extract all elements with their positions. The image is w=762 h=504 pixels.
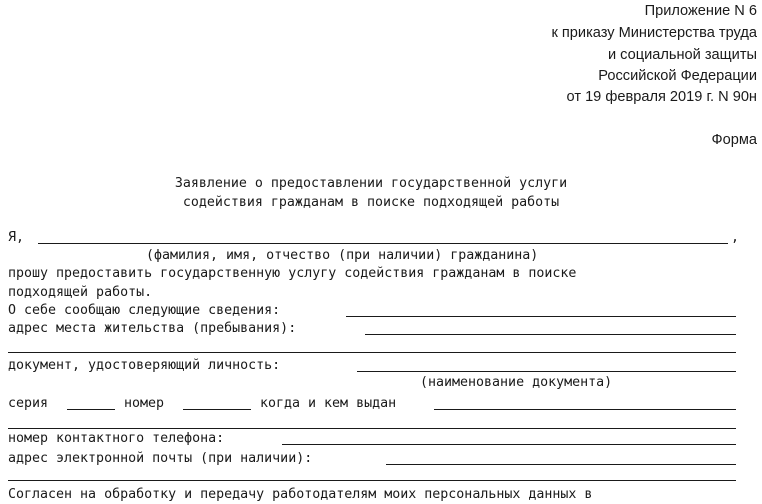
order-federation-line: Российской Федерации	[598, 68, 757, 84]
fio-comma: ,	[731, 230, 740, 245]
issued-field[interactable]	[434, 409, 736, 410]
order-ministry-line: к приказу Министерства труда	[551, 25, 757, 41]
form-label: Форма	[711, 132, 757, 148]
request-text-line1: прошу предоставить государственную услугу содействия гражданам в поиске	[8, 266, 577, 281]
email-field-continuation[interactable]	[8, 480, 736, 481]
order-date-line: от 19 февраля 2019 г. N 90н	[566, 89, 757, 105]
document-title-line1: Заявление о предоставлении государственной услуги	[174, 176, 568, 191]
address-label: адрес места жительства (пребывания):	[8, 321, 297, 336]
email-label: адрес электронной почты (при наличии):	[8, 451, 313, 466]
consent-text: Согласен на обработку и передачу работодателям моих персональных данных в	[8, 487, 593, 502]
address-field-continuation[interactable]	[8, 352, 736, 353]
number-field[interactable]	[183, 409, 251, 410]
fio-hint: (фамилия, имя, отчество (при наличии) гражданина)	[146, 248, 539, 263]
document-hint: (наименование документа)	[420, 375, 613, 390]
appendix-number: Приложение N 6	[644, 3, 757, 19]
address-field[interactable]	[365, 334, 736, 335]
document-title-line2: содействия гражданам в поиске подходящей работы	[182, 195, 560, 210]
document-field[interactable]	[357, 371, 736, 372]
series-label: серия	[8, 396, 49, 411]
issued-field-continuation[interactable]	[8, 428, 736, 429]
document-label: документ, удостоверяющий личность:	[8, 358, 281, 373]
about-label: О себе сообщаю следующие сведения:	[8, 303, 281, 318]
fio-field[interactable]	[38, 243, 728, 244]
order-social-line: и социальной защиты	[607, 47, 757, 63]
about-field[interactable]	[346, 316, 736, 317]
phone-label: номер контактного телефона:	[8, 431, 225, 446]
request-text-line2: подходящей работы.	[8, 285, 153, 300]
number-label: номер	[124, 396, 165, 411]
ya-label: Я,	[8, 230, 25, 245]
issued-label: когда и кем выдан	[260, 396, 397, 411]
email-field[interactable]	[386, 464, 736, 465]
series-field[interactable]	[67, 409, 115, 410]
phone-field[interactable]	[282, 444, 736, 445]
